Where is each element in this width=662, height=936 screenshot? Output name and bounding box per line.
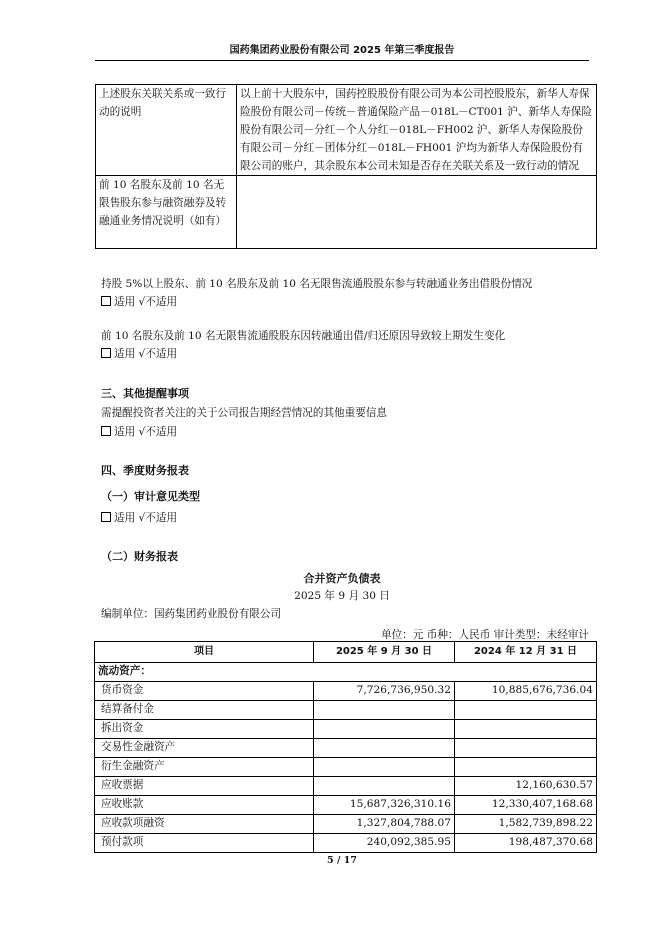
row-current: 15,687,326,310.16 — [314, 796, 455, 815]
table-row — [95, 758, 597, 777]
row-prior — [455, 758, 597, 777]
balance-sheet-table — [94, 641, 597, 853]
table-row — [96, 176, 597, 249]
table-row — [95, 834, 597, 853]
audit-heading: （一）审计意见类型 — [101, 490, 200, 503]
unit-line: 单位：元 币种：人民币 审计类型：未经审计 — [380, 629, 589, 641]
checkbox-icon — [101, 512, 111, 522]
table-header-row — [95, 642, 597, 663]
row-prior — [455, 739, 597, 758]
row-prior — [455, 701, 597, 720]
choice-text: 适用 √不适用 — [114, 512, 178, 524]
row-current: 7,726,736,950.32 — [314, 682, 455, 701]
reminder-heading: 三、其他提醒事项 — [101, 387, 189, 400]
column-header: 2024 年 12 月 31 日 — [455, 642, 597, 663]
audit-choice — [101, 509, 177, 527]
table-row — [96, 85, 597, 176]
header-rule — [95, 60, 589, 61]
row-current — [314, 720, 455, 739]
row-current: 240,092,385.95 — [314, 834, 455, 853]
change-paragraph: 前 10 名股东及前 10 名无限售流通股股东因转融通出借/归还原因导致较上期发生变化 — [101, 330, 506, 342]
report-header: 国药集团药业股份有限公司 2025 年第三季度报告 — [229, 45, 455, 56]
row-item: 衍生金融资产 — [95, 758, 314, 777]
reminder-paragraph: 需提醒投资者关注的关于公司报告期经营情况的其他重要信息 — [101, 407, 388, 419]
row-item: 货币资金 — [95, 682, 314, 701]
row-item: 结算备付金 — [95, 701, 314, 720]
table-row — [95, 682, 597, 701]
row-item: 拆出资金 — [95, 720, 314, 739]
lending-paragraph: 持股 5%以上股东、前 10 名股东及前 10 名无限售流通股股东参与转融通业务出借股份情况 — [101, 278, 533, 290]
table-row — [95, 796, 597, 815]
column-header: 项目 — [95, 642, 314, 663]
row-prior: 1,582,739,898.22 — [455, 815, 597, 834]
row-current — [314, 758, 455, 777]
table-row — [95, 739, 597, 758]
column-header: 2025 年 9 月 30 日 — [314, 642, 455, 663]
quarterly-heading: 四、季度财务报表 — [101, 464, 189, 477]
category-row — [95, 663, 597, 682]
choice-text: 适用 √不适用 — [114, 296, 178, 308]
row-item: 应收账款 — [95, 796, 314, 815]
row-item: 应收票据 — [95, 777, 314, 796]
row-prior — [455, 720, 597, 739]
preparer-line: 编制单位：国药集团药业股份有限公司 — [101, 608, 282, 620]
choice-text: 适用 √不适用 — [114, 426, 178, 438]
table-row — [95, 701, 597, 720]
row-prior: 12,330,407,168.68 — [455, 796, 597, 815]
notes-value-cell: 以上前十大股东中，国药控股股份有限公司为本公司控股股东，新华人寿保险股份有限公司－传统－普通保险产品－018L－CT001 沪、新华人寿保险股份有限公司－分红－个人分红－018L－FH002 沪、新华人寿保险股份有限公司－分红－团体分红－018L－FH001 沪均为新华人寿保险股份有限公司的账户，其余股东本公司未知是否存在关联关系及一致行动的情况 — [237, 85, 597, 176]
choice-text: 适用 √不适用 — [114, 348, 178, 360]
notes-label-cell: 前 10 名股东及前 10 名无限售股东参与融资融券及转融通业务情况说明（如有） — [96, 176, 237, 249]
row-prior: 12,160,630.57 — [455, 777, 597, 796]
balance-sheet-title: 合并资产负债表 — [303, 572, 381, 585]
table-row — [95, 815, 597, 834]
checkbox-icon — [101, 426, 111, 436]
checkbox-icon — [101, 296, 111, 306]
row-prior: 10,885,676,736.04 — [455, 682, 597, 701]
row-item: 交易性金融资产 — [95, 739, 314, 758]
reminder-choice — [101, 423, 177, 441]
notes-label-cell: 上述股东关联关系或一致行动的说明 — [96, 85, 237, 176]
row-item: 应收款项融资 — [95, 815, 314, 834]
row-current — [314, 701, 455, 720]
row-current — [314, 777, 455, 796]
page-number: 5 / 17 — [327, 855, 357, 866]
table-row — [95, 720, 597, 739]
lending-choice — [101, 293, 177, 311]
row-current: 1,327,804,788.07 — [314, 815, 455, 834]
shareholder-notes-table — [95, 84, 597, 249]
change-choice — [101, 345, 177, 363]
balance-sheet-date: 2025 年 9 月 30 日 — [294, 590, 390, 602]
statements-heading: （二）财务报表 — [101, 550, 178, 563]
row-current — [314, 739, 455, 758]
checkbox-icon — [101, 348, 111, 358]
row-prior: 198,487,370.68 — [455, 834, 597, 853]
notes-value-cell — [237, 176, 597, 249]
row-item: 预付款项 — [95, 834, 314, 853]
table-row — [95, 777, 597, 796]
category-label: 流动资产： — [95, 663, 597, 682]
